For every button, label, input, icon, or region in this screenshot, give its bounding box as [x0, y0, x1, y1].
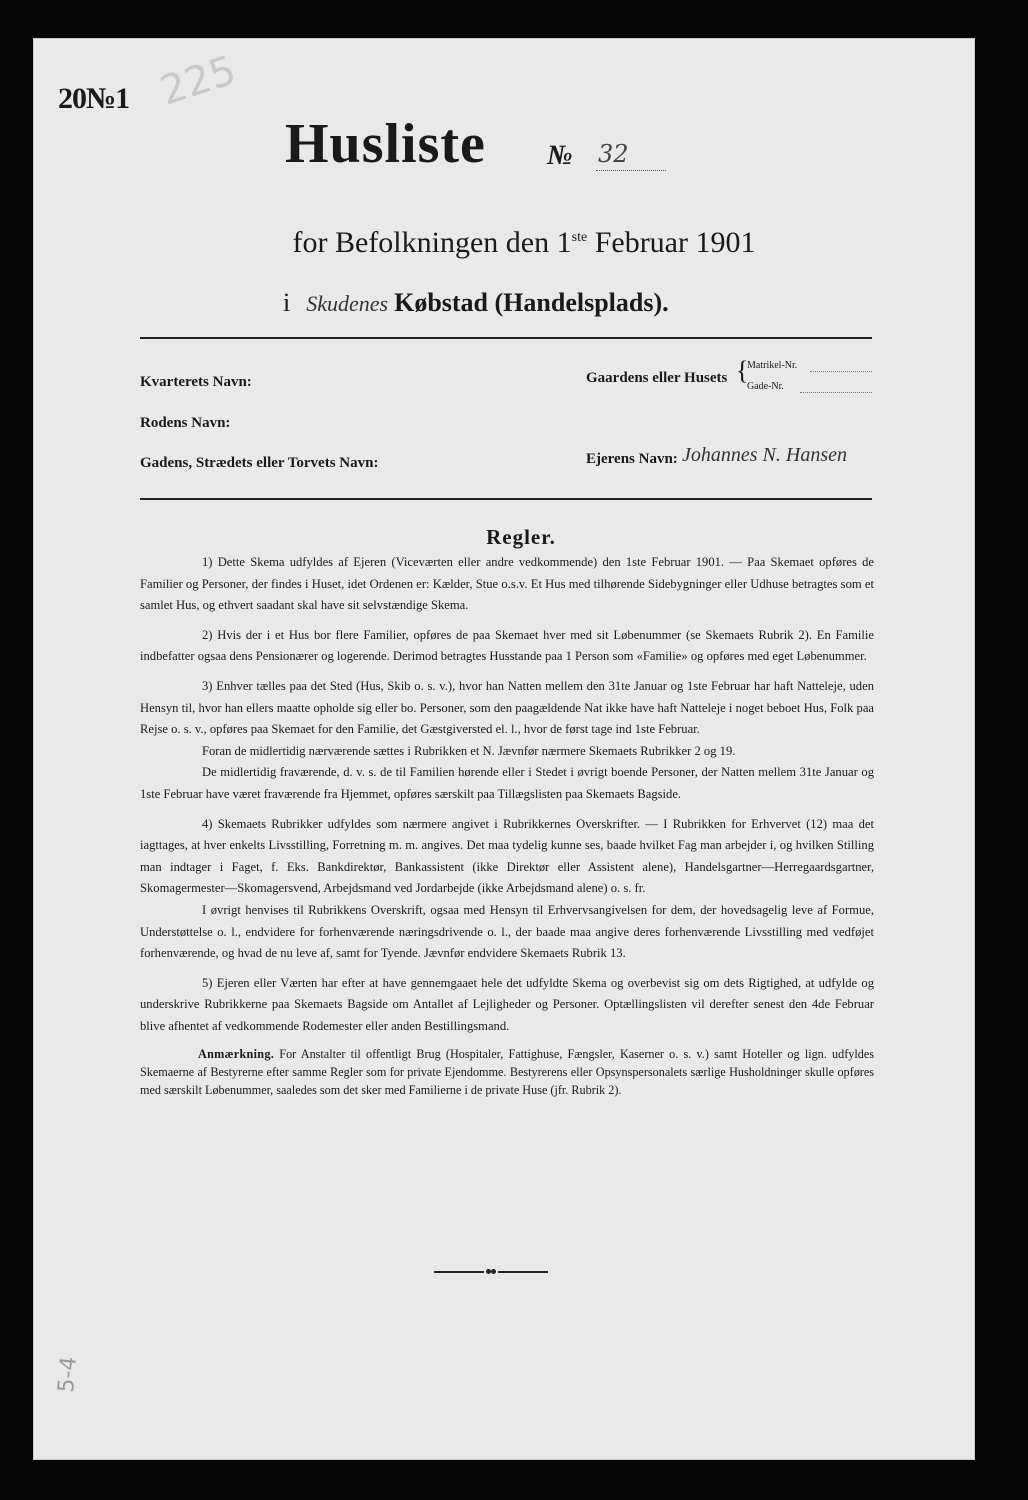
note-label: Anmærkning. [198, 1047, 275, 1062]
brace-icon: { [736, 356, 749, 385]
matrikel-field [810, 371, 872, 372]
gadenr-field [800, 392, 872, 393]
bottom-divider [140, 498, 872, 500]
eier-value: Johannes N. Hansen [682, 444, 847, 466]
gaard-label: Gaardens eller Husets [586, 370, 728, 386]
subtitle-sup: ste [571, 230, 588, 245]
note-text: For Anstalter til offentligt Brug (Hospitaler, Fattighuse, Fængsler, Kaserner o. s. v.) samt Hoteller og lign. udfyldes Skemaerne af Bestyrerne efter samme Regler som for private Ejendomme. Bestyrerens eller Opsynspersonalets særlige Husholdninger skulle opføres med særskilt Løbenummer, saaledes som det sker med Familierne i de private Huse (jfr. Rubrik 2). [140, 1047, 874, 1098]
number-underline [596, 170, 666, 171]
ornament-dot [491, 1269, 496, 1274]
rule-4: 4) Skemaets Rubrikker udfyldes som nærmere angivet i Rubrikkernes Overskrifter. — I Rubrikken for Erhvervet (12) maa det iagttages, at hver enkelts Livsstilling, Forretning m. m. angives. Det maa tydelig kunne ses, baade hvilket Fag man arbejder i, og hvilken Stilling man indtager i Faget, f. Eks. Bankdirektør, Bankassistent (ikke Direktør eller Assistent alene), Handelsgartner—Herregaardsgartner, Skomagermester—Skomagersvend, Arbejdsmand ved Jordarbejde (ikke Arbejdsmand alene) o. s. fr. [140, 816, 874, 896]
roden-label: Rodens Navn: [140, 415, 231, 431]
gade-label: Gadens, Strædets eller Torvets Navn: [140, 455, 379, 471]
town-prefix: i [283, 288, 291, 317]
regler-title: Regler. [486, 525, 556, 549]
page-title: Husliste [285, 113, 486, 175]
subtitle [0, 226, 1028, 260]
annotation-note [140, 1045, 874, 1099]
rule-1: 1) Dette Skema udfyldes af Ejeren (Viceværten eller andre vedkommende) den 1ste Februar 1901. — Paa Skemaet opføres de Familier og Personer, der findes i Huset, idet Ordenen er: Kælder, Stue o.s.v. Et Hus med tilhørende Sidebygninger eller Udhuse betragtes som et samlet Hus, og ethvert saadant skal have sit selvstændige Skema. [140, 555, 874, 613]
subtitle-pre: for Befolkningen den 1 [292, 226, 572, 259]
archive-number: 20№1 [58, 82, 130, 115]
eier-label: Ejerens Navn: [586, 451, 678, 467]
rule-3c: De midlertidig fraværende, d. v. s. de til Familien hørende eller i Stedet i øvrigt boende Personer, der Natten mellem 31te Januar og 1ste Februar have været fraværende fra Hjemmet, opføres særskilt paa Tillægslisten paa Skemaets Bagside. [140, 765, 874, 801]
rule-3: 3) Enhver tælles paa det Sted (Hus, Skib o. s. v.), hvor han Natten mellem den 31te Januar og 1ste Februar har haft Natteleje, uden Hensyn til, hvor han ellers maatte opholde sig eller bo. Personer, som den paagældende Nat ikke have haft Natteleje i noget beboet Hus, Folk paa Rejse o. s. v., opføres paa Skemaet for den Familie, det Gæstgiversted el. l., hvor de først tage ind 1ste Februar. [140, 678, 874, 737]
rule-5: 5) Ejeren eller Værten har efter at have gennemgaaet hele det udfyldte Skema og overbevist sig om dets Rigtighed, at udfylde og underskrive Rubrikkerne paa Skemaets Bagside om Antallet af Lejligheder og Personer. Optællingslisten vil derefter senest den 4de Februar blive afhentet af vedkommende Rodemester eller anden Bestillingsmand. [140, 975, 874, 1033]
subtitle-post: Februar 1901 [587, 226, 756, 259]
matrikel-label: Matrikel-Nr. [747, 360, 798, 371]
town-handwritten: Skudenes [306, 291, 389, 316]
ornament-divider [434, 1268, 548, 1276]
rules-body [140, 552, 874, 1107]
pencil-bottom-mark: 5-4 [53, 1355, 82, 1394]
list-number: 32 [598, 140, 629, 168]
number-label: № [547, 140, 573, 171]
town-label: Købstad (Handelsplads). [394, 288, 669, 317]
pencil-mark: 225 [154, 47, 242, 115]
ornament-line-left [434, 1271, 484, 1273]
rule-4b: I øvrigt henvises til Rubrikkens Overskrift, ogsaa med Hensyn til Erhvervsangivelsen for dem, der hovedsagelig leve af Formue, Understøttelse o. l., endvidere for forhenværende næringsdrivende o. l., der baade maa angive deres forhenværende Livsstilling med vedføjet forhenværende, og hvad de nu leve af, samt for Tyende. Jævnfør endvidere Skemaets Rubrik 13. [140, 902, 874, 961]
kvarter-label: Kvarterets Navn: [140, 374, 252, 390]
ornament-line-right [498, 1271, 548, 1273]
rule-3b: Foran de midlertidig nærværende sættes i Rubrikken et N. Jævnfør nærmere Skemaets Rubrikker 2 og 19. [202, 743, 736, 758]
top-divider [140, 337, 872, 339]
town-row [283, 288, 669, 318]
rule-2: 2) Hvis der i et Hus bor flere Familier, opføres de paa Skemaet hver med sit Løbenummer (se Skemaets Rubrik 2). En Familie indbefatter ogsaa dens Pensionærer og logerende. Derimod betragtes Husstande paa 1 Person som «Familie» og opføres med eget Løbenummer. [140, 627, 874, 664]
gadenr-label: Gade-Nr. [747, 381, 784, 392]
